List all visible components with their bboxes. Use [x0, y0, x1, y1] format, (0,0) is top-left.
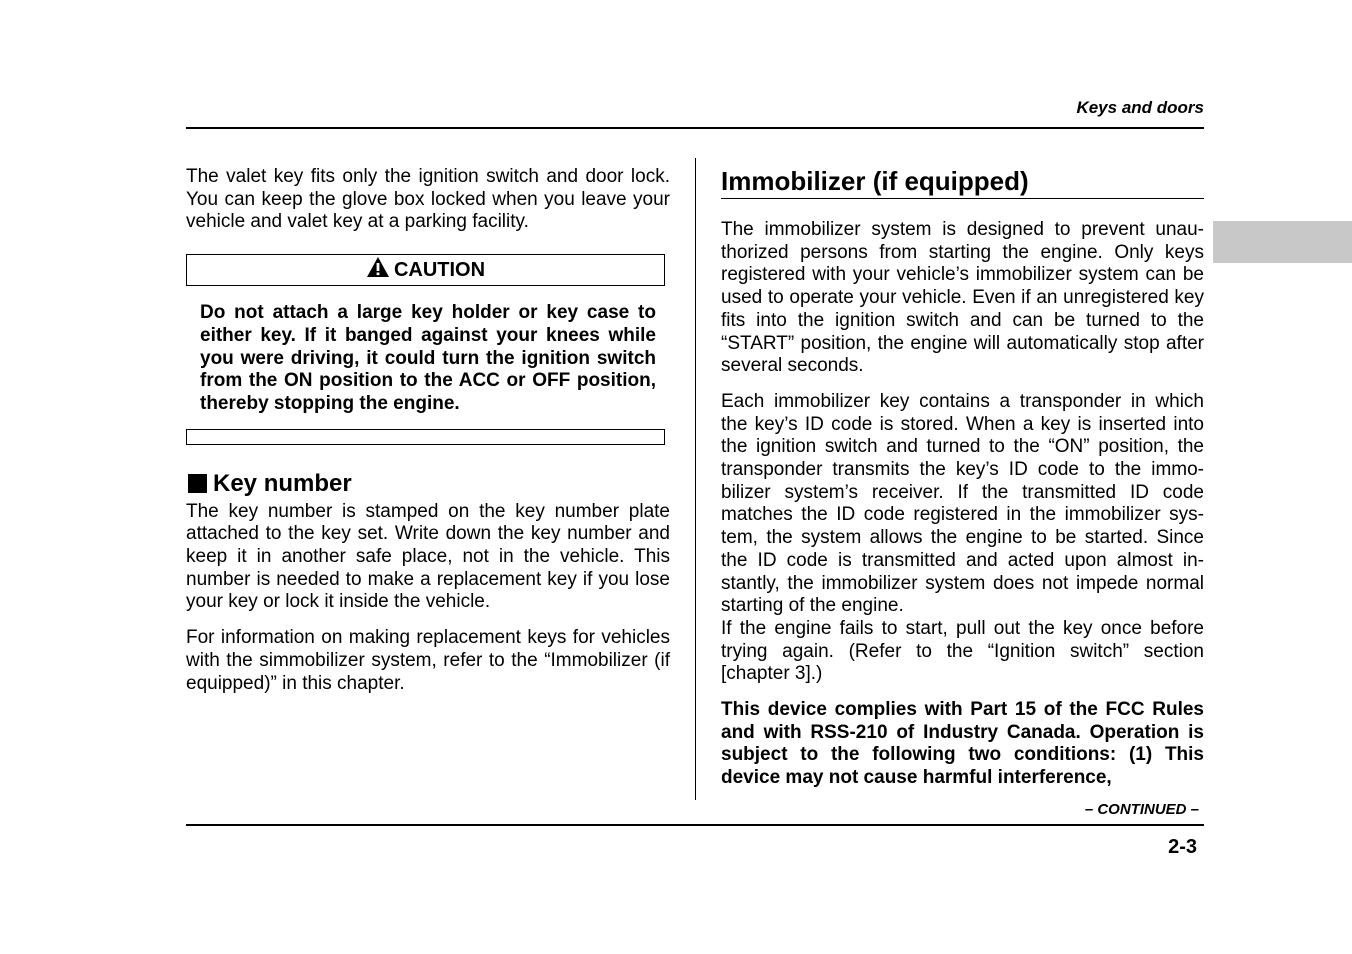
transponder-paragraph: Each immobilizer key contains a transponder in which the key’s ID code is stored. When a key is inserted into the ignition switch and turned to the “ON” position, the transponder transmits the key’s ID code to the immobilizer system’s receiver. If the transmitted ID code matches the ID code registered in the immobilizer system, the system allows the engine to be started. Since the ID code is transmitted and acted upon almost instantly, the immobilizer system does not impede normal starting of the engine.: [721, 390, 1204, 617]
column-divider: [695, 158, 696, 800]
key-number-title: Key number: [213, 469, 352, 497]
valet-key-paragraph: The valet key fits only the ignition switch and door lock. You can keep the glove box locked when you leave your vehicle and valet key at a parking facility.: [186, 166, 670, 233]
running-header: Keys and doors: [1076, 98, 1204, 117]
immobilizer-intro-paragraph: The immobilizer system is designed to prevent unauthorized persons from starting the engine. Only keys registered with your vehicle’s immobilizer system can be used to operate your vehicle. Even if an unregistered key fits into the ignition switch and can be turned to the “START” position, the engine will automatically stop after several seconds.: [721, 219, 1204, 377]
caution-header: [186, 254, 665, 286]
warning-triangle-icon: [366, 256, 390, 284]
caution-label: CAUTION: [393, 258, 486, 281]
immobilizer-title: Immobilizer (if equipped): [721, 166, 1204, 199]
replacement-keys-paragraph: For information on making replacement keys for vehicles with the simmobilizer system, refer to the “Immobilizer (if equipped)” in this chapter.: [186, 627, 670, 694]
fcc-compliance-paragraph: This device complies with Part 15 of the FCC Rules and with RSS-210 of Industry Canada. Operation is subject to the following two conditions: (1) This device may not cause harmful interference,: [721, 699, 1204, 789]
caution-end-bar: [186, 429, 665, 445]
footer-rule: [186, 824, 1204, 826]
continued-marker: – CONTINUED –: [1084, 801, 1199, 818]
right-column: [721, 166, 1204, 790]
left-column: [186, 166, 670, 695]
chapter-tab: [1213, 221, 1352, 263]
header-rule: [186, 127, 1204, 129]
key-number-paragraph: The key number is stamped on the key number plate attached to the key set. Write down the key number and keep it in another safe place, not in the vehicle. This number is needed to make a replacement key if you lose your key or lock it inside the vehicle.: [186, 500, 670, 613]
engine-fails-paragraph: If the engine fails to start, pull out the key once before trying again. (Refer to the “Ignition switch” section [chapter 3].): [721, 617, 1204, 685]
caution-text: Do not attach a large key holder or key case to either key. If it banged against your knees while you were driving, it could turn the ignition switch from the ON position to the ACC or OFF position, thereby stopping the engine.: [200, 302, 656, 414]
key-number-heading: [186, 470, 670, 498]
black-square-icon: [188, 474, 207, 493]
page-number: 2-3: [1168, 836, 1197, 858]
